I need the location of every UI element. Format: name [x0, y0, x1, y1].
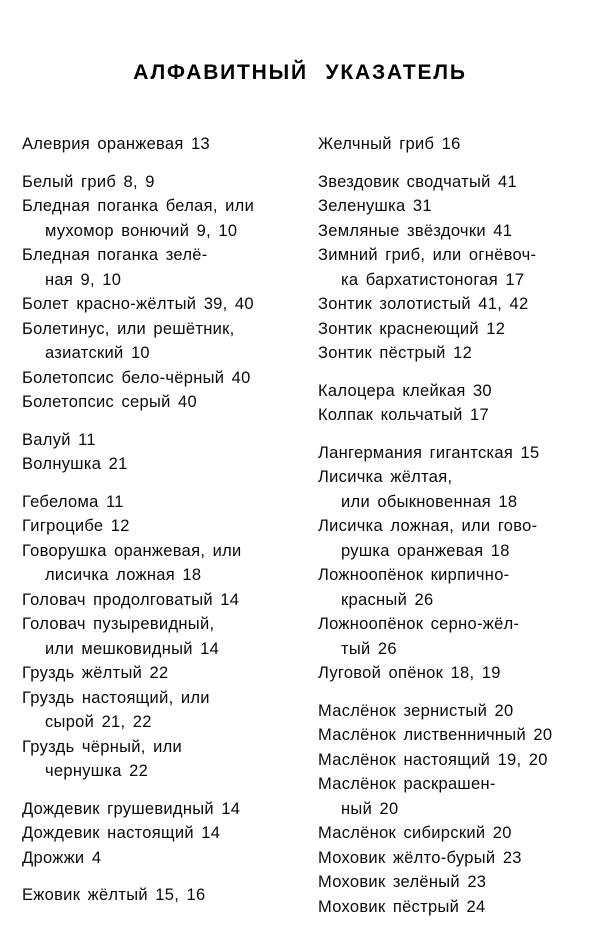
- index-entry: [318, 870, 582, 895]
- index-line: Моховик пёстрый 24: [318, 897, 486, 916]
- index-entry: [22, 170, 300, 195]
- index-entry: [22, 883, 300, 908]
- index-entry: [22, 821, 300, 846]
- index-entry: [318, 194, 582, 219]
- index-entry: [318, 514, 582, 563]
- index-entry: [22, 661, 300, 686]
- index-entry: [22, 612, 300, 661]
- index-entry: [22, 588, 300, 613]
- index-line: Звездовик сводчатый 41: [318, 172, 518, 191]
- index-entry: [318, 441, 582, 466]
- page-title: АЛФАВИТНЫЙ УКАЗАТЕЛЬ: [133, 61, 467, 84]
- index-entry: [318, 170, 582, 195]
- index-line: Желчный гриб 16: [318, 135, 461, 153]
- index-group: [318, 441, 582, 686]
- index-line: Земляные звёздочки 41: [318, 221, 513, 240]
- index-group: [22, 428, 300, 477]
- index-group: [22, 797, 300, 871]
- index-entry: [318, 661, 582, 686]
- index-line: или обыкновенная 18: [341, 492, 518, 511]
- index-line: Головач пузыревидный,: [22, 615, 215, 633]
- index-line: Груздь жёлтый 22: [22, 664, 169, 682]
- index-line: Зимний гриб, или огнёвоч-: [318, 246, 537, 264]
- index-entry: [22, 428, 300, 453]
- index-line: Груздь чёрный, или: [22, 737, 183, 756]
- index-entry: [318, 846, 582, 871]
- index-entry: [318, 292, 582, 317]
- index-entry: [318, 723, 582, 748]
- index-line: Зеленушка 31: [318, 197, 432, 215]
- index-line: тый 26: [341, 639, 397, 658]
- index-line: Дождевик грушевидный 14: [22, 799, 241, 818]
- index-line: или мешковидный 14: [45, 639, 220, 658]
- index-entry: [22, 539, 300, 588]
- index-column: [22, 132, 300, 919]
- index-line: Белый гриб 8, 9: [22, 172, 155, 191]
- index-line: Моховик жёлто-бурый 23: [318, 848, 522, 867]
- index-line: Калоцера клейкая 30: [318, 381, 492, 400]
- index-line: ная 9, 10: [45, 270, 122, 289]
- index-line: Болет красно-жёлтый 39, 40: [22, 295, 254, 313]
- index-line: Волнушка 21: [22, 455, 128, 473]
- index-column: [318, 132, 582, 919]
- index-line: Ложноопёнок кирпично-: [318, 566, 510, 584]
- index-group: [22, 490, 300, 784]
- index-entry: [22, 292, 300, 317]
- index-entry: [22, 243, 300, 292]
- index-line: Валуй 11: [22, 430, 96, 449]
- index-group: [22, 170, 300, 415]
- index-line: Колпак кольчатый 17: [318, 406, 489, 424]
- index-line: Бледная поганка зелё-: [22, 246, 208, 264]
- index-line: чернушка 22: [45, 762, 149, 780]
- index-line: Лангермания гигантская 15: [318, 443, 540, 462]
- index-entry: [318, 748, 582, 773]
- index-line: Болетопсис бело-чёрный 40: [22, 368, 251, 387]
- index-entry: [318, 699, 582, 724]
- index-line: Маслёнок зернистый 20: [318, 701, 514, 720]
- index-line: Говорушка оранжевая, или: [22, 541, 242, 560]
- index-entry: [318, 219, 582, 244]
- index-entry: [318, 465, 582, 514]
- index-entry: [318, 563, 582, 612]
- index-line: Маслёнок настоящий 19, 20: [318, 750, 548, 769]
- index-entry: [22, 132, 300, 157]
- index-entry: [318, 403, 582, 428]
- index-line: Ложноопёнок серно-жёл-: [318, 615, 520, 633]
- index-entry: [22, 514, 300, 539]
- index-entry: [22, 452, 300, 477]
- index-line: Алеврия оранжевая 13: [22, 135, 210, 153]
- index-entry: [318, 132, 582, 157]
- index-entry: [318, 243, 582, 292]
- index-entry: [22, 390, 300, 415]
- index-group: [318, 170, 582, 366]
- index-line: лисичка ложная 18: [45, 566, 202, 584]
- index-entry: [318, 895, 582, 920]
- index-entry: [318, 379, 582, 404]
- index-line: Маслёнок раскрашен-: [318, 775, 496, 793]
- index-line: Головач продолговатый 14: [22, 590, 240, 609]
- index-columns: [0, 132, 600, 919]
- index-entry: [22, 366, 300, 391]
- index-line: Зонтик золотистый 41, 42: [318, 295, 529, 313]
- index-group: [318, 699, 582, 920]
- index-line: Луговой опёнок 18, 19: [318, 664, 501, 682]
- index-line: ный 20: [341, 799, 399, 818]
- index-entry: [318, 612, 582, 661]
- index-entry: [22, 797, 300, 822]
- index-group: [22, 132, 300, 157]
- index-line: рушка оранжевая 18: [341, 541, 510, 560]
- index-line: Бледная поганка белая, или: [22, 197, 255, 215]
- index-line: Зонтик краснеющий 12: [318, 319, 506, 338]
- index-entry: [318, 317, 582, 342]
- index-line: Груздь настоящий, или: [22, 688, 210, 707]
- index-entry: [318, 341, 582, 366]
- index-line: мухомор вонючий 9, 10: [45, 221, 238, 240]
- index-line: сырой 21, 22: [45, 713, 152, 731]
- index-entry: [22, 490, 300, 515]
- index-entry: [22, 846, 300, 871]
- index-line: ка бархатистоногая 17: [341, 270, 525, 289]
- index-line: Маслёнок лиственничный 20: [318, 726, 553, 744]
- index-line: Лисичка ложная, или гово-: [318, 517, 538, 535]
- index-line: Ежовик жёлтый 15, 16: [22, 886, 206, 904]
- index-entry: [22, 194, 300, 243]
- index-line: Болетинус, или решётник,: [22, 319, 235, 338]
- index-entry: [22, 317, 300, 366]
- index-entry: [22, 686, 300, 735]
- index-entry: [22, 735, 300, 784]
- index-group: [318, 379, 582, 428]
- index-line: Болетопсис серый 40: [22, 393, 197, 411]
- index-line: Зонтик пёстрый 12: [318, 344, 473, 362]
- index-line: Дрожжи 4: [22, 848, 102, 867]
- index-entry: [318, 821, 582, 846]
- index-line: красный 26: [341, 590, 434, 609]
- index-line: Гигроцибе 12: [22, 517, 130, 535]
- index-line: Гебелома 11: [22, 492, 124, 511]
- index-line: Маслёнок сибирский 20: [318, 824, 512, 842]
- index-line: Моховик зелёный 23: [318, 873, 487, 891]
- index-line: Дождевик настоящий 14: [22, 824, 221, 842]
- index-group: [22, 883, 300, 908]
- index-group: [318, 132, 582, 157]
- index-entry: [318, 772, 582, 821]
- index-line: азиатский 10: [45, 344, 150, 362]
- index-line: Лисичка жёлтая,: [318, 468, 453, 486]
